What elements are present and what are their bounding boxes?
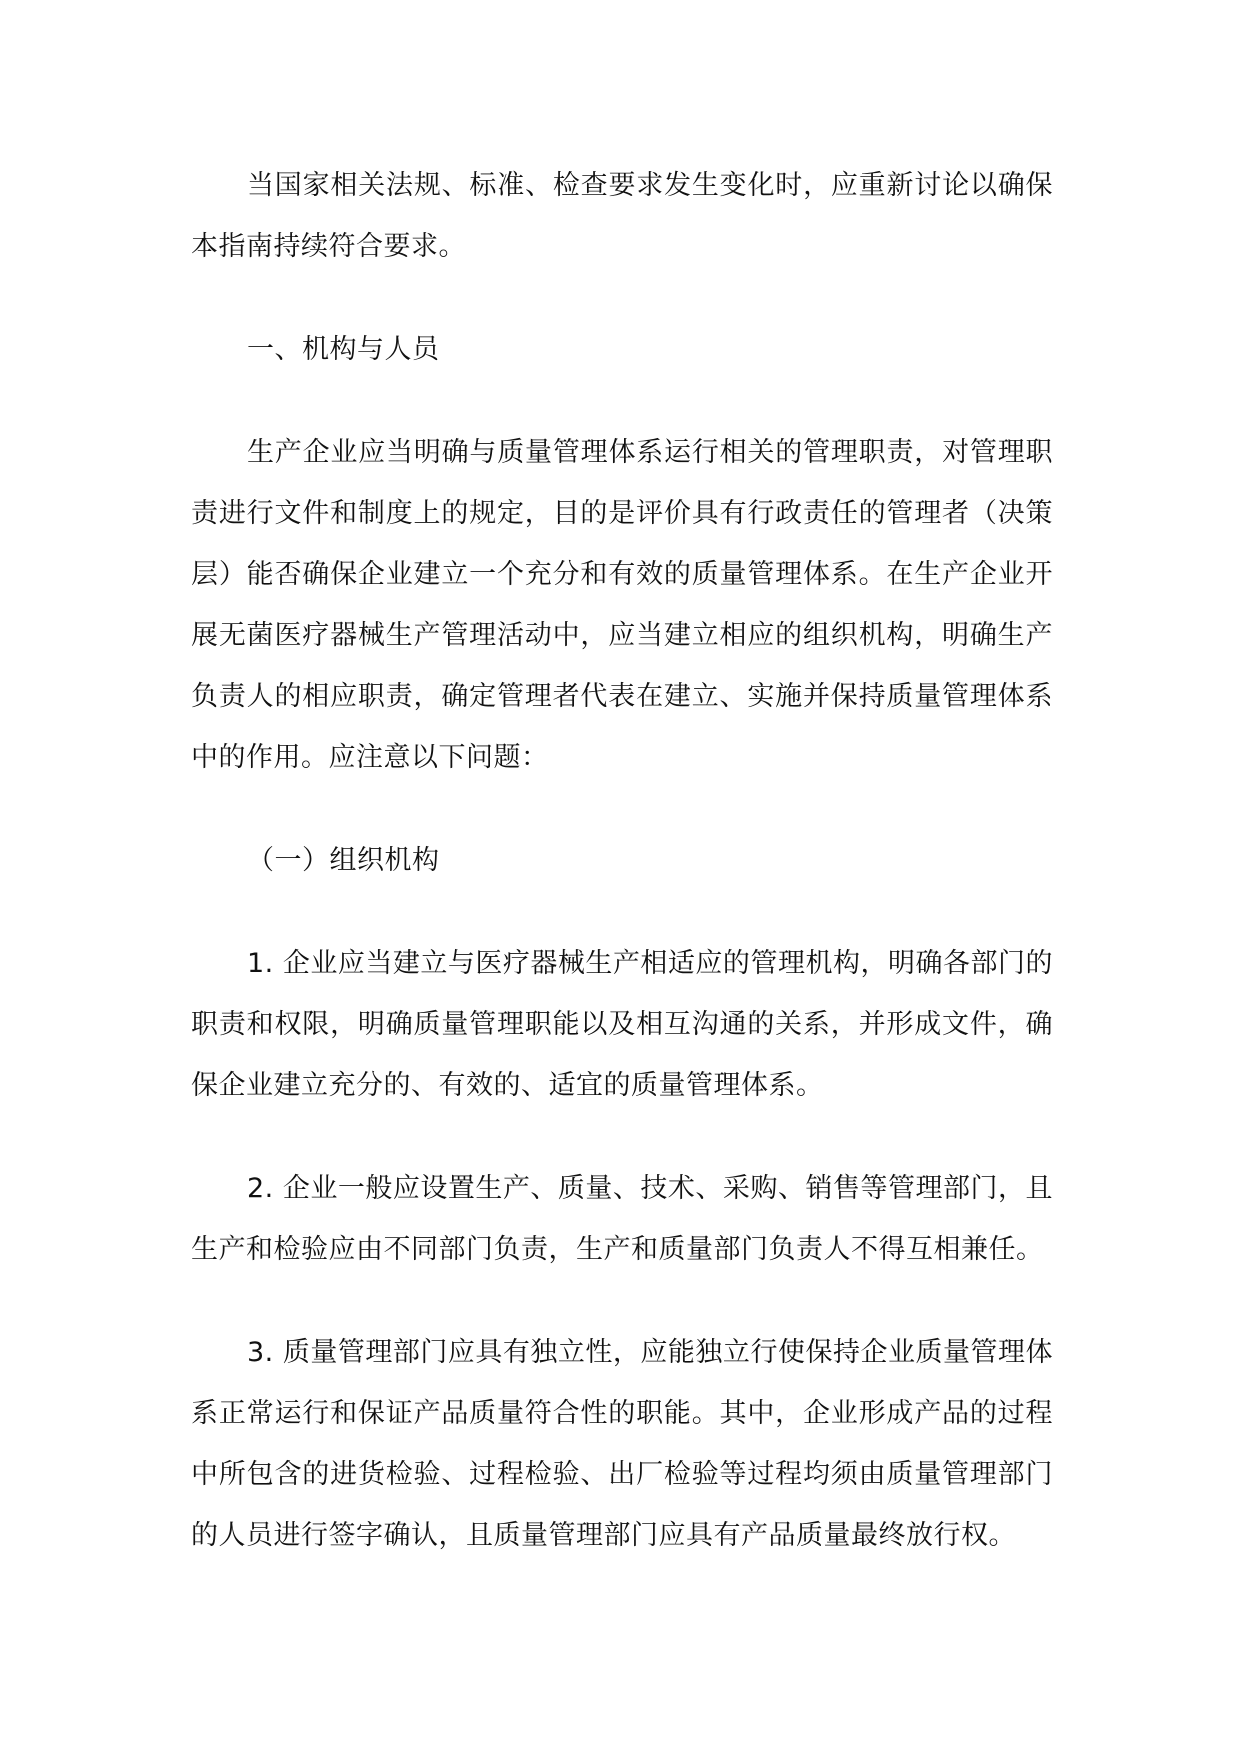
- item-1-paragraph: 1. 企业应当建立与医疗器械生产相适应的管理机构，明确各部门的职责和权限，明确质量管理职能以及相互沟通的关系，并形成文件，确保企业建立充分的、有效的、适宜的质量管理体系。: [191, 948, 1053, 1101]
- section-heading-organization-personnel: 一、机构与人员: [247, 334, 440, 365]
- item-3-paragraph: 3. 质量管理部门应具有独立性，应能独立行使保持企业质量管理体系正常运行和保证产品质量符合性的职能。其中，企业形成产品的过程中所包含的进货检验、过程检验、出厂检验等过程均须由质量管理部门的人员进行签字确认，且质量管理部门应具有产品质量最终放行权。: [191, 1337, 1053, 1551]
- item-2-paragraph: 2. 企业一般应设置生产、质量、技术、采购、销售等管理部门，且生产和检验应由不同部门负责，生产和质量部门负责人不得互相兼任。: [191, 1173, 1053, 1265]
- document-body: [191, 155, 1053, 1608]
- intro-paragraph: 当国家相关法规、标准、检查要求发生变化时，应重新讨论以确保本指南持续符合要求。: [191, 170, 1053, 262]
- subsection-heading-organization: （一）组织机构: [247, 845, 440, 876]
- management-responsibility-paragraph: 生产企业应当明确与质量管理体系运行相关的管理职责，对管理职责进行文件和制度上的规定，目的是评价具有行政责任的管理者（决策层）能否确保企业建立一个充分和有效的质量管理体系。在生产企业开展无菌医疗器械生产管理活动中，应当建立相应的组织机构，明确生产负责人的相应职责，确定管理者代表在建立、实施并保持质量管理体系中的作用。应注意以下问题：: [191, 437, 1053, 773]
